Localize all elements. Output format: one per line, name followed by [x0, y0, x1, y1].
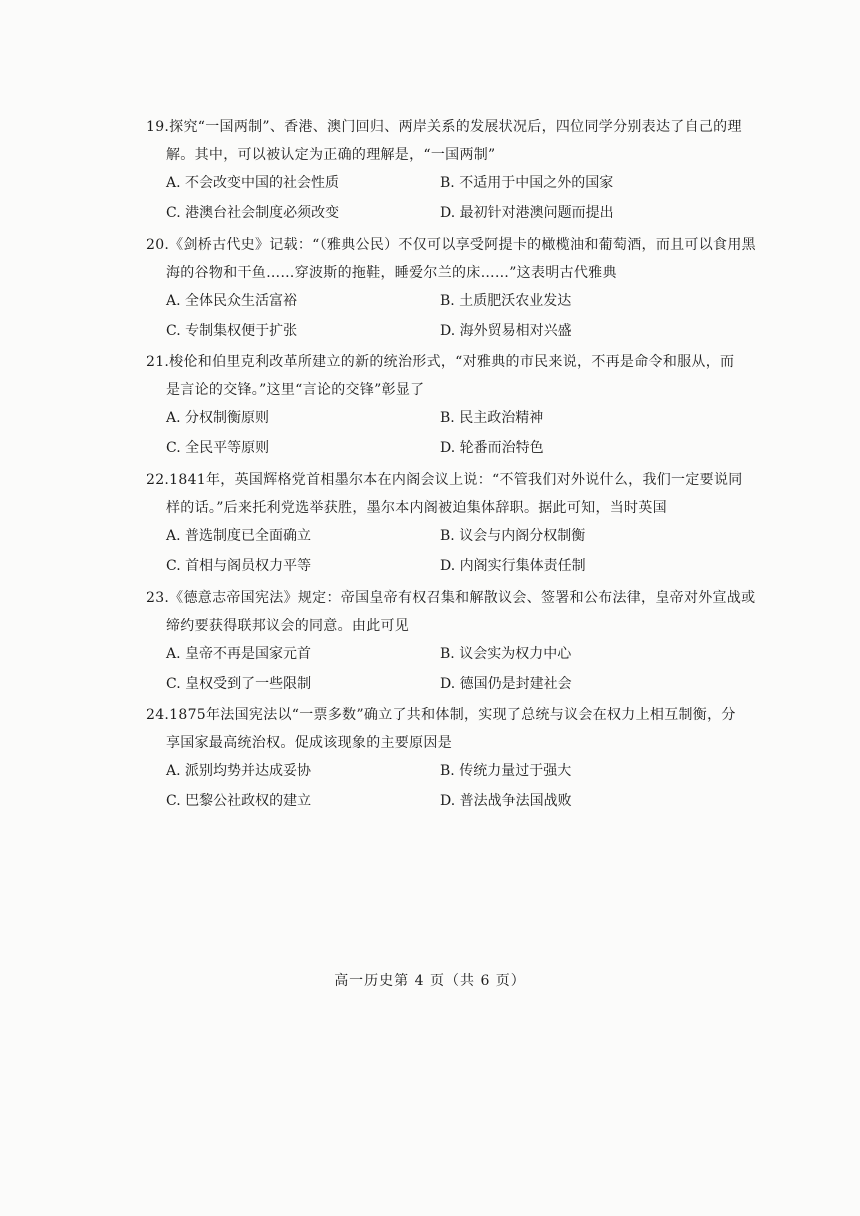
option-c: C. 港澳台社会制度必须改变	[166, 205, 340, 221]
option-d: D. 德国仍是封建社会	[440, 676, 572, 692]
question-stem-line1: 24.1875年法国宪法以“一票多数”确立了共和体制，实现了总统与议会在权力上相互制衡，分	[146, 707, 736, 723]
option-a: A. 普选制度已全面确立	[166, 528, 312, 544]
question-stem-line1: 23.《德意志帝国宪法》规定：帝国皇帝有权召集和解散议会、签署和公布法律，皇帝对外宣战或	[146, 590, 756, 606]
option-b: B. 民主政治精神	[440, 410, 544, 426]
option-c: C. 全民平等原则	[166, 440, 270, 456]
question-stem-line2: 是言论的交锋。”这里“言论的交锋”彰显了	[166, 382, 425, 398]
question-stem-line1: 19.探究“一国两制”、香港、澳门回归、两岸关系的发展状况后，四位同学分别表达了自己的理	[146, 119, 742, 135]
question-19	[146, 113, 746, 229]
question-stem-line1: 22.1841年，英国辉格党首相墨尔本在内阁会议上说：“不管我们对外说什么，我们一定要说同	[146, 472, 743, 488]
question-21	[146, 348, 746, 464]
option-c: C. 首相与阁员权力平等	[166, 558, 312, 574]
page-footer: 高一历史第 4 页（共 6 页）	[334, 973, 526, 989]
option-d: D. 海外贸易相对兴盛	[440, 323, 572, 339]
option-b: B. 土质肥沃农业发达	[440, 293, 572, 309]
option-a: A. 全体民众生活富裕	[166, 293, 298, 309]
option-a: A. 分权制衡原则	[166, 410, 270, 426]
option-d: D. 轮番而治特色	[440, 440, 544, 456]
question-stem-line2: 样的话。”后来托利党选举获胜，墨尔本内阁被迫集体辞职。据此可知，当时英国	[166, 500, 667, 516]
question-stem-line2: 享国家最高统治权。促成该现象的主要原因是	[166, 735, 452, 751]
option-d: D. 普法战争法国战败	[440, 793, 572, 809]
option-b: B. 传统力量过于强大	[440, 763, 572, 779]
option-a: A. 不会改变中国的社会性质	[166, 175, 340, 191]
question-20	[146, 231, 756, 347]
option-b: B. 不适用于中国之外的国家	[440, 175, 614, 191]
question-stem-line2: 缔约要获得联邦议会的同意。由此可见	[166, 618, 410, 634]
option-d: D. 最初针对港澳问题而提出	[440, 205, 614, 221]
question-stem-line2: 海的谷物和干鱼……穿波斯的拖鞋，睡爱尔兰的床……”这表明古代雅典	[166, 265, 617, 281]
option-b: B. 议会与内阁分权制衡	[440, 528, 586, 544]
question-stem-line2: 解。其中，可以被认定为正确的理解是，“一国两制”	[166, 147, 496, 163]
option-d: D. 内阁实行集体责任制	[440, 558, 586, 574]
question-stem-line1: 20.《剑桥古代史》记载：“（雅典公民）不仅可以享受阿提卡的橄榄油和葡萄酒，而且可以食用黑	[146, 237, 756, 253]
option-c: C. 皇权受到了一些限制	[166, 676, 312, 692]
option-a: A. 皇帝不再是国家元首	[166, 646, 312, 662]
question-22	[146, 466, 746, 582]
option-c: C. 专制集权便于扩张	[166, 323, 298, 339]
option-c: C. 巴黎公社政权的建立	[166, 793, 312, 809]
question-24	[146, 701, 746, 817]
question-23	[146, 584, 756, 700]
option-b: B. 议会实为权力中心	[440, 646, 572, 662]
question-stem-line1: 21.梭伦和伯里克利改革所建立的新的统治形式，“对雅典的市民来说，不再是命令和服从，而	[146, 354, 735, 370]
option-a: A. 派别均势并达成妥协	[166, 763, 312, 779]
